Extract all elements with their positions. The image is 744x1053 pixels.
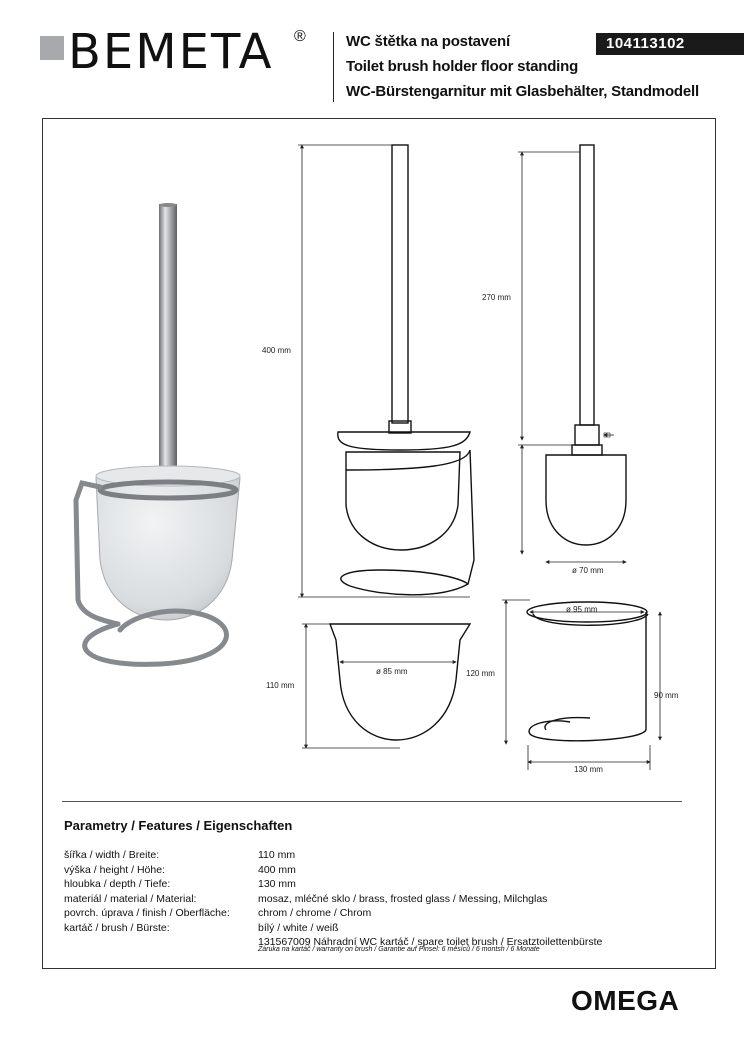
product-photo (76, 203, 240, 664)
dim-110: 110 mm (266, 681, 295, 690)
feature-value: mosaz, mléčné sklo / brass, frosted glass / Messing, Milchglas (258, 892, 548, 905)
dim-130: 130 mm (574, 765, 603, 774)
dim-120: 120 mm (466, 669, 495, 678)
registered-mark: ® (294, 28, 306, 45)
features-separator (62, 801, 682, 802)
title-de: WC-Bürstengarnitur mit Glasbehälter, Standmodell (346, 83, 699, 100)
product-code: 104113102 (596, 33, 744, 55)
feature-label: materiál / material / Material: (64, 892, 197, 905)
title-en: Toilet brush holder floor standing (346, 58, 579, 75)
feature-label: hloubka / depth / Tiefe: (64, 878, 171, 890)
dim-d95: ø 95 mm (566, 605, 598, 614)
brush-view (546, 145, 626, 545)
feature-value: bílý / white / weiß (258, 921, 339, 934)
feature-value: 110 mm (258, 849, 296, 861)
front-view (338, 145, 474, 595)
title-cs: WC štětka na postavení (346, 33, 510, 50)
dim-90: 90 mm (654, 691, 679, 700)
dim-400: 400 mm (262, 346, 291, 355)
feature-label: šířka / width / Breite: (64, 849, 160, 861)
feature-value: 131567009 Náhradní WC kartáč / spare toilet brush / Ersatztoilettenbürste (258, 936, 603, 948)
brand-logo: BEMETA (68, 24, 274, 80)
feature-label: výška / height / Höhe: (64, 863, 165, 876)
glass-view (330, 624, 470, 740)
dim-270: 270 mm (482, 293, 511, 302)
feature-label: kartáč / brush / Bürste: (64, 921, 170, 934)
feature-label: povrch. úprava / finish / Oberfläche: (64, 907, 230, 919)
feature-value: 130 mm (258, 878, 296, 890)
series-name: OMEGA (571, 985, 680, 1016)
dim-d70: ø 70 mm (572, 566, 604, 575)
holder-view (527, 602, 648, 741)
dim-d85: ø 85 mm (376, 667, 408, 676)
features-title: Parametry / Features / Eigenschaften (64, 818, 293, 833)
warranty-note: Záruka na kartáč / warranty on brush / Garantie auf Pinsel: 6 měsíců / 6 montsh / 6 Monate (258, 946, 540, 953)
feature-value: 400 mm (258, 863, 296, 876)
feature-value: chrom / chrome / Chrom (258, 907, 372, 919)
